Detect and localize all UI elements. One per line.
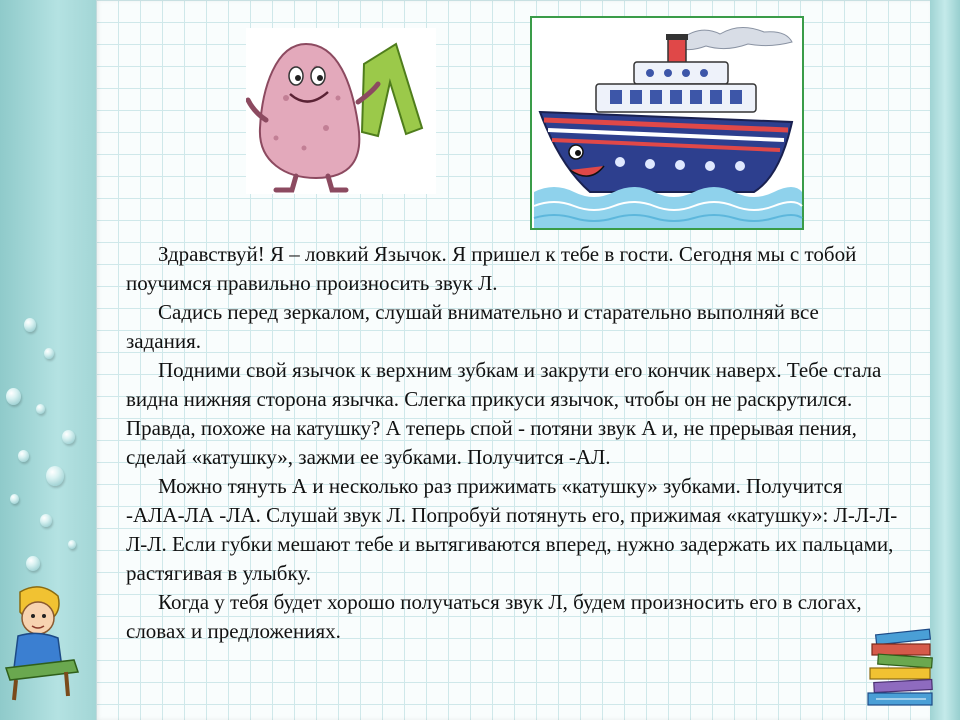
water-drop: [24, 318, 36, 332]
books-stack-icon: [866, 626, 938, 714]
lesson-text: [126, 240, 898, 646]
paragraph-mirror: Садись перед зеркалом, слушай внимательно и старательно выполняй все задания.: [126, 300, 819, 353]
water-drop: [40, 514, 52, 527]
paragraph-next-steps: Когда у тебя будет хорошо получаться звук Л, будем произносить его в слогах, словах и предложениях.: [126, 590, 862, 643]
ship-icon: [530, 16, 804, 230]
water-drop: [10, 494, 19, 504]
water-drop: [26, 556, 40, 571]
paragraph-ala-exercise: Можно тянуть А и несколько раз прижимать «катушку» зубками. Получится -АЛА-ЛА -ЛА. Слушай звук Л. Попробуй потянуть его, прижимая «катушку»: Л-Л-Л-Л-Л. Если губки мешают тебе и вытягиваются вперед, нужно задержать их пальцами, растягивая в улыбку.: [126, 474, 898, 585]
water-drop: [44, 348, 54, 359]
water-drop: [6, 388, 21, 405]
schoolboy-icon: [0, 582, 80, 702]
paragraph-tongue-exercise: Подними свой язычок к верхним зубкам и закрути его кончик наверх. Тебе стала видна нижняя сторона язычка. Слегка прикуси язычок, чтобы он не раскрутился. Правда, похоже на катушку? А теперь спой - потяни звук А и, не прерывая пения, сделай «катушку», зажми ее зубками. Получится -АЛ.: [126, 358, 882, 469]
water-drop: [18, 450, 29, 462]
water-drop: [36, 404, 45, 414]
right-decorative-frame: [930, 0, 960, 720]
water-drop: [62, 430, 75, 444]
water-drop: [46, 466, 64, 486]
water-drop: [68, 540, 76, 549]
yazychok-character-icon: [246, 28, 436, 194]
paragraph-greeting: Здравствуй! Я – ловкий Язычок. Я пришел к тебе в гости. Сегодня мы с тобой поучимся правильно произносить звук Л.: [126, 242, 857, 295]
